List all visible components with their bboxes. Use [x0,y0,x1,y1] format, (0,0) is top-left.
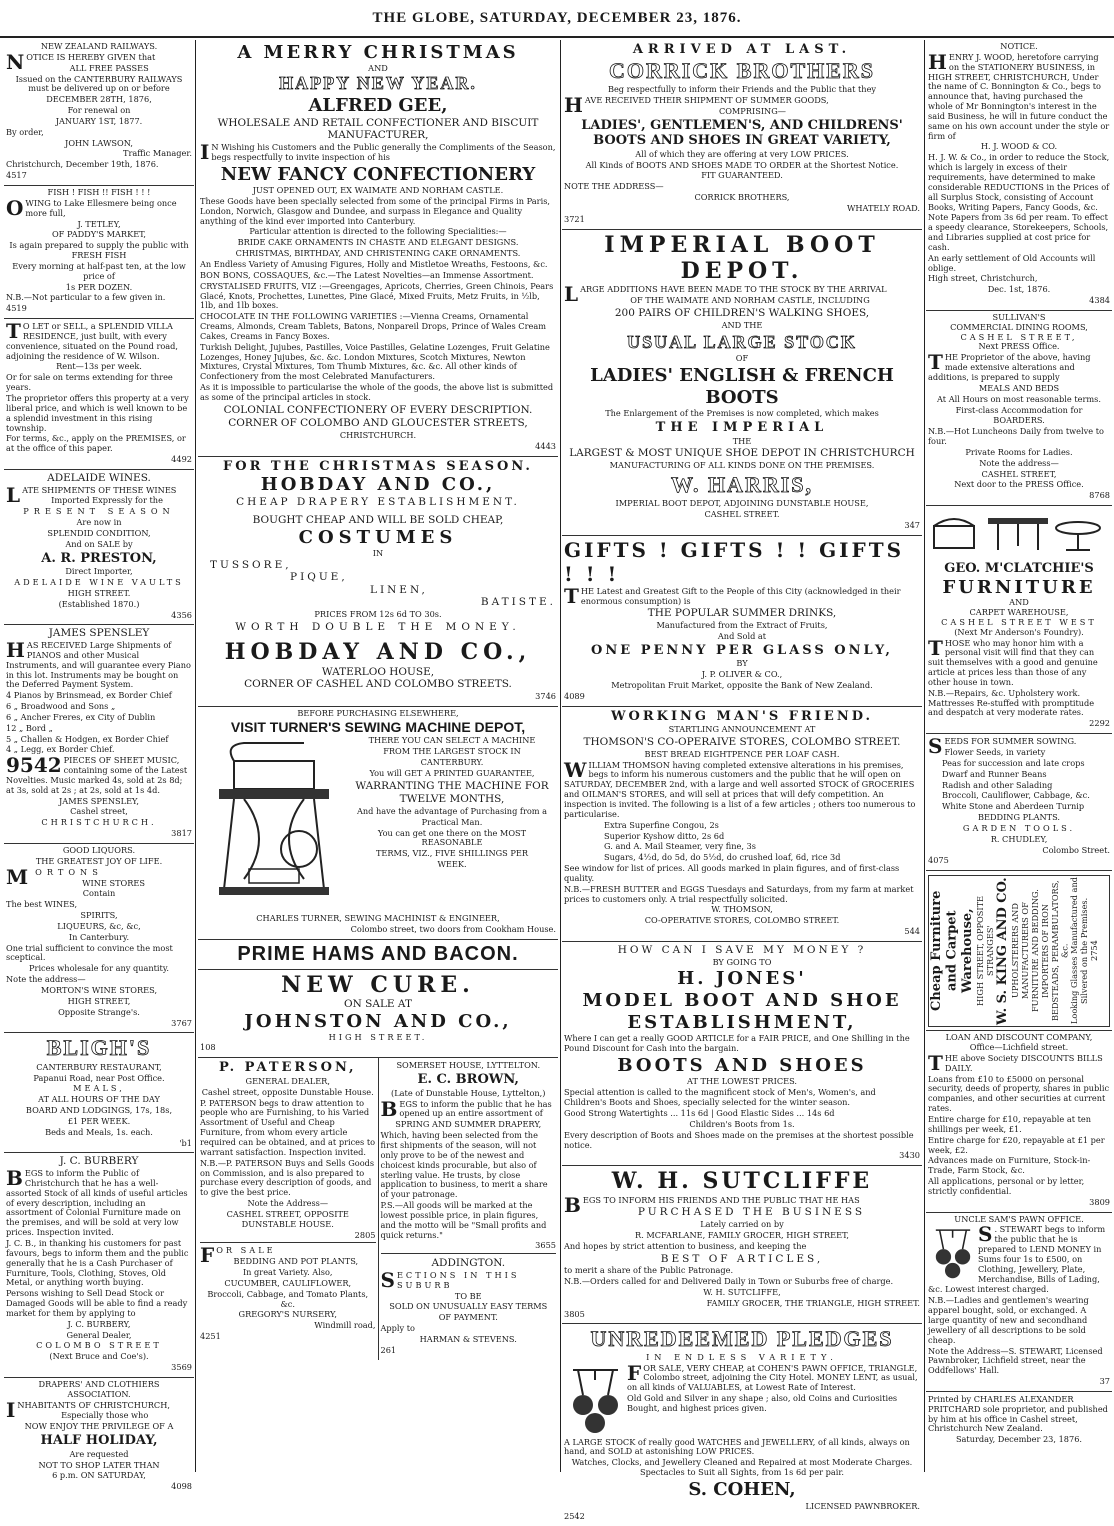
ad-seeds: SEEDS FOR SUMMER SOWING. Flower Seeds, in variety Peas for succession and late crops Dwarf and Runner Beans Radish and other Salading Broccoli, Cauliflower, Cabbage, &c. White Stone and Aberdeen Turnip BEDDING PLANTS. GARDEN TOOLS. R. CHUDLEY, Colombo Street. 4075 [926,734,1112,871]
list-item: 12 „ Bord „ [6,722,53,733]
furniture-illustration [928,508,1108,558]
list-item: 6 „ Broadwood and Sons „ [6,701,116,712]
ad-drapers: DRAPERS' AND CLOTHIERS ASSOCIATION. INHABITANTS OF CHRISTCHURCH, Especially those who NOW ENJOY THE PRIVILEGE OF A HALF HOLIDAY, Are requested NOT TO SHOP LATER THAN 6 p.m. ON SATURDAY, 4098 [6,1378,192,1492]
ad-gifts: GIFTS ! GIFTS ! ! GIFTS ! ! ! THE Latest and Greatest Gift to the People of this City (acknowledged in their enormous consumption) is THE POPULAR SUMMER DRINKS, Manufactured from the Extract of Fruits, And Sold at ONE PENNY PER GLASS ONLY, BY J. P. OLIVER & CO., Metropolitan Fruit Market, opposite the Bank of New Zealand. 4089 [562,536,922,707]
list-item: Flower Seeds, in variety [944,746,1046,757]
ad-uncle-sams-pawn: UNCLE SAM'S PAWN OFFICE. S . STEWART begs to inform the public that he is prepared to LEND MONEY in Sums four 1s to £500, on Clothing, Jewellery, Plate, Merchandise, Bills of Lading, &c. Lowest interest charged. N.B.—Ladies and gentlemen's wearing apparel bought, sold, or exchanged. A large quantity of new and secondhand jewellery of all descriptions to be sold cheap. Note the Address—S. STEWART, Licensed Pawnbroker, Lichfield street, near the Oddfellows' Hall. 37 [926,1213,1112,1392]
pawnbroker-balls-icon [568,1365,623,1435]
column-2 [198,40,558,1470]
pawnbroker-balls-icon [932,1226,974,1280]
list-item: Radish and other Salading [942,779,1053,790]
ad-cohen-pledges: UNREDEEMED PLEDGES IN ENDLESS VARIETY. FOR SALE, VERY CHEAP, at COHEN'S PAWN OFFICE, TRIANGLE, Colombo street, adjoining the City Hotel. MONEY LENT, as usual, on all kinds of VALUABLES, at Lowest Rate of Interest. Old Gold and Silver in any shape ; also, old Coins and Curiosities Bought, and highest prices given. A LARGE STOCK of really good WATCHES and JEWELLERY, of all kinds, always on hand, and SOLD at astonishing LOW PRICES. Watches, Clocks, and Jewellery Cleaned and Repaired at most Moderate Charges. Spectacles to Suit all Sights, from 1s 6d per pair. S. COHEN, LICENSED PAWNBROKER. 2542 [564,1326,920,1522]
column-rule [560,40,561,1472]
ad-burbery: J. C. BURBERY BEGS to inform the Public of Christchurch that he has a well-assorted Stock of all kinds of useful articles of every description, including an assortment of Colonial Furniture made on the premises, and will be sold at very low prices. Inspection invited. J. C. B., in thanking his customers for past favours, begs to inform them and the public generally that he is a Cash Purchaser of Furniture, Tools, Clothing, Stoves, Old Metal, or anything worth buying. Persons wishing to Sell Dead Stock or Damaged Goods will be able to find a ready market for them by applying to J. C. BURBERY, General Dealer, COLOMBO STREET (Next Bruce and Coe's). 3569 [4,1153,194,1377]
column-rule [195,40,196,1472]
ad-sullivans: SULLIVAN'S COMMERCIAL DINING ROOMS, CASHEL STREET, Next PRESS Office. THE Proprietor of the above, having made extensive alterations and additions, is prepared to supply MEALS AND BEDS At All Hours on most reasonable terms. First-class Accommodation for BOARDERS. N.B.—Hot Luncheons Daily from twelve to four. Private Rooms for Ladies. Note the address— CASHEL STREET, Next door to the PRESS Office. 8768 [926,311,1112,506]
ad-adelaide-wines: ADELAIDE WINES. LATE SHIPMENTS OF THESE WINES Imported Expressly for the PRESENT SEASON Are now in SPLENDID CONDITION, And on SALE by A. R. PRESTON, Direct Importer, ADELAIDE WINE VAULTS HIGH STREET. (Established 1870.) 4356 [4,470,194,625]
ad-railways: NEW ZEALAND RAILWAYS. NOTICE IS HEREBY GIVEN that ALL FREE PASSES Issued on the CANTERBURY RAILWAYS must be delivered up on or before DECEMBER 28TH, 1876, For renewal on JANUARY 1ST, 1877. By order, JOHN LAWSON, Traffic Manager. Christchurch, December 19th, 1876. 4517 [4,40,194,186]
ad-liquors: GOOD LIQUORS. THE GREATEST JOY OF LIFE. MORTONS WINE STORES Contain The best WINES, SPIRITS, LIQUEURS, &c, &c, In Canterbury. One trial sufficient to convince the most sceptical. Prices wholesale for any quantity. Note the address— MORTON'S WINE STORES, HIGH STREET, Opposite Strange's. 3767 [4,844,194,1033]
ad-villa: T O LET or SELL, a SPLENDID VILLA RESIDENCE, just built, with every convenience, situated on the Pound road, adjoining the residence of W. Wilson. Rent—13s per week. Or for sale on terms extending for three years. The proprietor offers this property at a very liberal price, and which is well known to be a splendid investment in this rising township. For terms, &c., apply on the PREMISES, or at the office of this paper. 4492 [4,319,194,470]
ad-mclatchie: GEO. M'CLATCHIE'S FURNITURE AND CARPET WAREHOUSE, CASHEL STREET WEST (Next Mr Anderson's Foundry). THOSE who may honor him with a personal visit will find that they can suit themselves with a good and genuine article at prices less than those of any other house in town. N.B.—Repairs, &c. Upholstery work. Mattresses Re-stuffed with promptitude and despatch at very moderate rates. 2292 [926,506,1112,734]
sewing-machine-illustration [204,739,344,909]
list-item: Peas for succession and late crops [942,757,1085,768]
column-3 [562,40,922,1522]
ad-corrick: ARRIVED AT LAST. CORRICK BROTHERS Beg respectfully to inform their Friends and the Public that they HAVE RECEIVED THEIR SHIPMENT OF SUMMER GOODS, COMPRISING— LADIES', GENTLEMEN'S, AND CHILDRENS' BOOTS AND SHOES IN GREAT VARIETY, All of which they are offering at very LOW PRICES. All Kinds of BOOTS AND SHOES MADE TO ORDER at the Shortest Notice. FIT GUARANTEED. NOTE THE ADDRESS— CORRICK BROTHERS, WHATELY ROAD. 3721 [562,40,922,230]
column-1 [4,40,194,1492]
ad-turner-sewing: BEFORE PURCHASING ELSEWHERE, VISIT TURNER'S SEWING MACHINE DEPOT, THERE YOU CAN SELECT A MACHINE FROM THE LARGEST STOCK IN CANTERBURY. You will GET A PRINTED GUARANTEE, WARRANTING THE MACHINE FOR TWELVE MONTHS, And have the advantage of Purchasing from a Practical Man. You can get one there on the MOST REASONABLE TERMS, VIZ., FIVE SHILLINGS PER WEEK. CHARLES TURNER, SEWING MACHINIST & ENGINEER, Colombo street, two doors from Cookham House. [198,707,558,940]
ad-spensley: JAMES SPENSLEY HAS RECEIVED Large Shipments of PIANOS and other Musical Instruments, and will guarantee every Piano in this lot. Instruments may be bought on the Deferred Payment System. 4 Pianos by Brinsmead, ex Border Chief 6 „ Broadwood and Sons „ 6 „ Ancher Freres, ex City of Dublin 12 „ Bord „ 5 „ Challen & Hodgen, ex Border Chief 4 „ Legg, ex Border Chief. 9542 PIECES OF SHEET MUSIC, containing some of the Latest Novelties. Music marked 4s, sold at 2s 8d; at 3s, sold at 2s ; at 2s, sold at 1s 4d. JAMES SPENSLEY, Cashel street, CHRISTCHURCH. 3817 [4,625,194,844]
king-vertical-panel: Cheap Furniture and Carpet Warehouse, HIGH STREET, OPPOSITE STRANGES' W. S. KING AND CO. UPHOLSTERERS AND MANUFACTURERS OF FURNITURE AND BEDDING. IMPORTERS OF IRON BEDSTEADS, PERAMBULATORS, &c. Looking Glasses Manufactured and Silvered on the Premises. 2754 [928,875,1110,1027]
ad-loan-discount: LOAN AND DISCOUNT COMPANY, Office—Lichfield street. THE above Society DISCOUNTS BILLS DAILY. Loans from £10 to £5000 on personal security, deeds of property, shares in public companies, and other securities at current rates. Entire charge for £10, repayable at ten shillings per week, £1. Entire charge for £20, repayable at £1 per week, £2. Advances made on Furniture, Stock-in-Trade, Farm Stock, &c. All applications, personal or by letter, strictly confidential. 3809 [926,1031,1112,1212]
list-item: Dwarf and Runner Beans [942,768,1047,779]
ad-sutcliffe: W. H. SUTCLIFFE BEGS TO INFORM HIS FRIENDS AND THE PUBLIC THAT HE HAS PURCHASED THE BUSINESS Lately carried on by R. MCFARLANE, FAMILY GROCER, HIGH STREET, And hopes by strict attention to business, and keeping the BEST OF ARTICLES, to merit a share of the Public Patronage. N.B.—Orders called for and Delivered Daily in Town or Suburbs free of charge. W. H. SUTCLIFFE, FAMILY GROCER, THE TRIANGLE, HIGH STREET. 3805 [562,1166,922,1324]
column-4 [926,40,1112,1470]
ad-notice-wood: NOTICE. HENRY J. WOOD, heretofore carrying on the STATIONERY BUSINESS, in HIGH STREET, CHRISTCHURCH, Under the name of C. Bonnington & Co., begs to announce that, having purchased the whole of Mr Bonnington's interest in the said Business, he will in future conduct the same on his own account under the style or firm of H. J. WOOD & CO. H. J. W. & Co., in order to reduce the Stock, which is largely in excess of their requirements, have determined to make considerable REDUCTIONS in the Prices of all Surplus Stock, consisting of Account Books, Writing Papers, Fancy Goods, &c. Note Papers from 3s 6d per ream. To effect a speedy clearance, Storekeepers, Schools, and Libraries supplied at cost price for cash. An early settlement of Old Accounts will oblige. High street, Christchurch, Dec. 1st, 1876. 4384 [926,40,1112,311]
ad-hobday: FOR THE CHRISTMAS SEASON. HOBDAY AND CO., CHEAP DRAPERY ESTABLISHMENT. BOUGHT CHEAP AND WILL BE SOLD CHEAP, COSTUMES IN TUSSORE, PIQUE, LINEN, BATISTE. PRICES FROM 12s 6d TO 30s. WORTH DOUBLE THE MONEY. HOBDAY AND CO., WATERLOO HOUSE, CORNER OF CASHEL AND COLOMBO STREETS. 3746 [198,457,558,707]
ad-for-sale-plants: FOR SALE BEDDING AND POT PLANTS, In great Variety. Also, CUCUMBER, CAULIFLOWER, Broccoli, Cabbage, and Tomato Plants, &c. GREGORY'S NURSERY, Windmill road, 4251 [200,1243,376,1342]
ad-prime-hams: PRIME HAMS AND BACON. [198,940,558,970]
list-item: 5 „ Challen & Hodgen, ex Border Chief [6,733,169,744]
ad-blighs: BLIGH'S CANTERBURY RESTAURANT, Papanui Road, near Post Office. MEALS, AT ALL HOURS OF THE DAY BOARD AND LODGINGS, 17s, 18s, £1 PER WEEK. Beds and Meals, 1s. each. 'b1 [4,1033,194,1153]
masthead-rule [0,36,1114,38]
list-item: 4 Pianos by Brinsmead, ex Border Chief [6,690,172,701]
masthead [0,0,1114,36]
ad-fish: FISH ! FISH !! FISH ! ! ! OWING to Lake Ellesmere being once more full, J. TETLEY, OF PADDY'S MARKET, Is again prepared to supply the public with FRESH FISH Every morning at half-past ten, at the low price of 1s PER DOZEN. N.B.—Not particular to a few given in. 4519 [4,186,194,319]
ad-alfred-gee: A MERRY CHRISTMAS AND HAPPY NEW YEAR. ALFRED GEE, WHOLESALE AND RETAIL CONFECTIONER AND BISCUIT MANUFACTURER, I N Wishing his Customers and the Public generally the Compliments of the Season, begs respectfully to invite inspection of his NEW FANCY CONFECTIONERY JUST OPENED OUT, EX WAIMATE AND NORHAM CASTLE. These Goods have been specially selected from some of the principal Firms in Paris, London, Norwich, Glasgow and Dundee, and surpass in Elegance and Quality anything of the kind ever imported into Canterbury. Particular attention is directed to the following Specialities:— BRIDE CAKE ORNAMENTS IN CHASTE AND ELEGANT DESIGNS. CHRISTMAS, BIRTHDAY, AND CHRISTENING CAKE ORNAMENTS. An Endless Variety of Amusing Figures, Holly and Mistletoe Wreaths, Festoons, &c. BON BONS, COSSAQUES, &c.—The Latest Novelties—an Immense Assortment. CRYSTALISED FRUITS, VIZ :—Greengages, Apricots, Cherries, Green Chinois, Pears Glacé, Knots, Prochettes, Lunettes, Pine Glacé, Mixed Fruits, Metz Fruits, in ½lb, 1lb, and 1lb boxes. CHOCOLATE IN THE FOLLOWING VARIETIES :—Vienna Creams, Ornamental Creams, Almonds, Cream Tablets, Batons, Nonpareil Drops, Prince of Wales Cream Cakes, Creams in Fancy Boxes. Turkish Delight, Jujubes, Pastilles, Voice Pastilles, Gelatine Lozenges, Fruit Gelatine Lozenges, Honey Jujubes, &c. &c. London Mixtures, Scotch Mixtures, Newton Mixtures, Crystal Mixtures, Tom Thumb Mixtures, &c. &c. All other kinds of Confectionery from the most Celebrated Manufacturers. As it is impossible to particularise the whole of the goods, the above list is submitted as some of the principal articles in stock. COLONIAL CONFECTIONERY OF EVERY DESCRIPTION. CORNER OF COLOMBO AND GLOUCESTER STREETS, CHRISTCHURCH. 4443 [198,40,558,457]
column-rule [924,40,925,1472]
ad-new-cure: NEW CURE. ON SALE AT JOHNSTON AND CO., HIGH STREET. 108 [198,970,558,1058]
ad-working-mans-friend: WORKING MAN'S FRIEND. STARTLING ANNOUNCEMENT AT THOMSON'S CO-OPERAIVE STORES, COLOMBO STREET. BEST BREAD EIGHTPENCE PER LOAF CASH. WILLIAM THOMSON having completed extensive alterations in his premises, begs to inform his numerous customers and the public that he will open on SATURDAY, DECEMBER 2nd, with a large and well assorted STOCK of GROCERIES and OILMAN'S STORES, and will sell at prices that will defy competition. An inspection is invited. The following is a list of a few articles ; others too numerous to particularise. Extra Superfine Congou, 2s Superior Kyshow ditto, 2s 6d G. and A. Mail Steamer, very fine, 3s Sugars, 4½d, do 5d, do 5½d, do crushed loaf, 6d, rice 3d See window for list of prices. All goods marked in plain figures, and of first-class quality. N.B.—FRESH BUTTER and EGGS Tuesdays and Saturdays, from my farm at market prices to customers only. A trial respectfully solicited. W. THOMSON, CO-OPERATIVE STORES, COLOMBO STREET. 544 [562,707,922,942]
ad-imperial-boot: IMPERIAL BOOT DEPOT. LARGE ADDITIONS HAVE BEEN MADE TO THE STOCK BY THE ARRIVAL OF THE WAIMATE AND NORHAM CASTLE, INCLUDING 200 PAIRS OF CHILDREN'S WALKING SHOES, AND THE USUAL LARGE STOCK OF LADIES' ENGLISH & FRENCH BOOTS The Enlargement of the Premises is now completed, which makes THE IMPERIAL THE LARGEST & MOST UNIQUE SHOE DEPOT IN CHRISTCHURCH MANUFACTURING OF ALL KINDS DONE ON THE PREMISES. W. HARRIS, IMPERIAL BOOT DEPOT, ADJOINING DUNSTABLE HOUSE, CASHEL STREET. 347 [562,230,922,536]
ad-paterson: P. PATERSON, GENERAL DEALER, Cashel street, opposite Dunstable House. P. PATERSON begs to draw attention to people who are Furnishing, to his Varied Assortment of Useful and Cheap Furniture, from whom every article required can be obtained, and at prices to warrant satisfaction. Inspection invited. N.B.—P. PATERSON Buys and Sells Goods on Commission, and is also prepared to purchase every description of goods, and to give the best price. Note the Address— CASHEL STREET, OPPOSITE DUNSTABLE HOUSE. 2805 FOR SALE BEDDING AND POT PLANTS, In great Variety. Also, CUCUMBER, CAULIFLOWER, Broccoli, Cabbage, and Tomato Plants, &c. GREGORY'S NURSERY, Windmill road, 4251 [200,1060,376,1342]
ad-h-jones: HOW CAN I SAVE MY MONEY ? BY GOING TO H. JONES' MODEL BOOT AND SHOE ESTABLISHMENT, Where I can get a really GOOD ARTICLE for a FAIR PRICE, and One Shilling in the Pound Discount for Cash into the bargain. BOOTS AND SHOES AT THE LOWEST PRICES. Special attention is called to the magnificent stock of Men's, Women's, and Children's Boots and Shoes, specially selected for the winter season. Good Strong Watertights ... 11s 6d | Good Elastic Sides ... 14s 6d Children's Boots from 1s. Every description of Boots and Shoes made on the premises at the shortest possible notice. 3430 [562,942,922,1166]
list-item: 6 „ Ancher Freres, ex City of Dublin [6,711,156,722]
ad-ec-brown: SOMERSET HOUSE, LYTTELTON. E. C. BROWN, (Late of Dunstable House, Lyttelton,) BEGS to inform the public that he has opened up an entire assortment of SPRING AND SUMMER DRAPERY, Which, having been selected from the first shipments of the season, will not only prove to be of the newest and choicest kinds procurable, but also of sterling value. He trusts, by close application to business, to merit a share of your patronage. P.S.—All goods will be marked at the lowest possible price, in plain figures, and the motto will be "Small profits and quick returns." 3655 ADDINGTON. SECTIONS IN THIS SUBURB TO BE SOLD ON UNUSUALLY EASY TERMS OF PAYMENT. Apply to HARMAN & STEVENS. 261 [378,1058,559,1359]
list-item: Broccoli, Cauliflower, Cabbage, &c. [942,790,1090,801]
ads-pair-lower [198,1058,558,1359]
list-item: White Stone and Aberdeen Turnip [942,801,1085,812]
ad-addington: ADDINGTON. SECTIONS IN THIS SUBURB TO BE SOLD ON UNUSUALLY EASY TERMS OF PAYMENT. Apply to HARMAN & STEVENS. 261 [381,1253,557,1355]
newspaper-title: THE GLOBE, SATURDAY, DECEMBER 23, 1876. [372,10,742,26]
list-item: 4 „ Legg, ex Border Chief. [6,744,115,755]
ad-ws-king [926,871,1112,1031]
printer-imprint: Printed by CHARLES ALEXANDER PRITCHARD sole proprietor, and published by him at his office in Cashel street, Christchurch New Zealand. Saturday, December 23, 1876. [928,1393,1108,1445]
